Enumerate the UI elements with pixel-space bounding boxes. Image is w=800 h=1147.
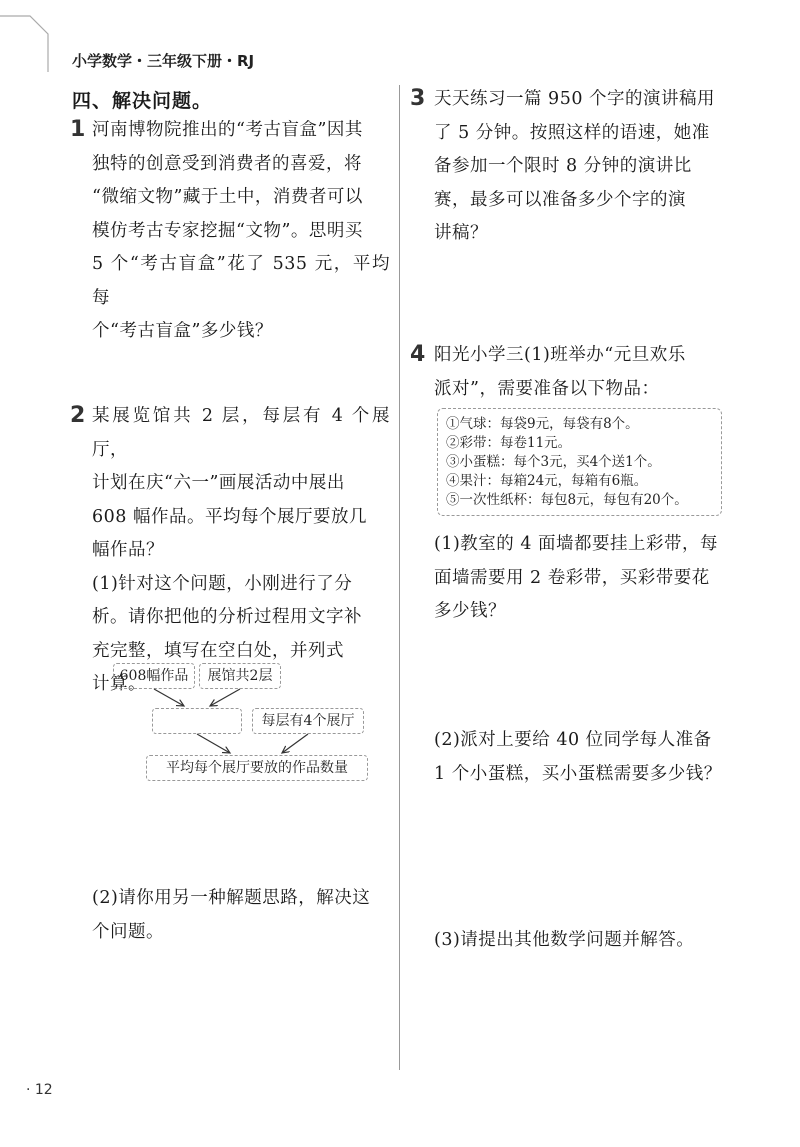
q3-line: 讲稿？ xyxy=(434,223,488,243)
q2-line: 某展览馆共 2 层，每层有 4 个展厅， xyxy=(92,406,390,460)
diagram-box-result: 平均每个展厅要放的作品数量 xyxy=(146,755,368,781)
q2-line: 608 幅作品。平均每个展厅要放几 xyxy=(92,506,367,527)
arrow-halls-to-result xyxy=(282,734,308,753)
question-4-part-1 xyxy=(434,528,730,629)
question-2-part-2 xyxy=(92,882,390,949)
q4-line: (1)教室的 4 面墙都要挂上彩带，每 xyxy=(434,534,719,554)
section-title: 四、解决问题。 xyxy=(72,90,213,112)
page-header: 小学数学・三年级下册・RJ xyxy=(72,52,255,70)
supplies-list-box xyxy=(437,408,722,516)
q1-line: 个“考古盲盒”多少钱？ xyxy=(92,321,273,341)
q3-line: 赛，最多可以准备多少个字的演 xyxy=(434,189,686,210)
question-number-2: 2 xyxy=(70,403,86,428)
q3-line: 天天练习一篇 950 个字的演讲稿用 xyxy=(434,89,716,109)
q4-line: 多少钱？ xyxy=(434,601,506,621)
diagram-box-halls: 每层有4个展厅 xyxy=(252,708,364,734)
supply-item: ⑤一次性纸杯：每包8元，每包有20个。 xyxy=(446,492,688,508)
q4-line: 阳光小学三(1)班举办“元旦欢乐 xyxy=(434,345,686,365)
q2-line: 充完整，填写在空白处，并列式 xyxy=(92,640,344,661)
question-3-text xyxy=(434,83,730,251)
q4-line: 1 个小蛋糕，买小蛋糕需要多少钱？ xyxy=(434,763,722,784)
diagram-box-works: 608幅作品 xyxy=(113,663,195,689)
question-number-3: 3 xyxy=(410,86,426,111)
q4-line: 派对”，需要准备以下物品： xyxy=(434,378,660,399)
q1-line: 模仿考古专家挖掘“文物”。思明买 xyxy=(92,220,363,241)
supply-item: ③小蛋糕：每个3元，买4个送1个。 xyxy=(446,454,661,470)
question-number-1: 1 xyxy=(70,117,86,142)
q1-line: 河南博物院推出的“考古盲盒”因其 xyxy=(92,120,363,140)
question-4-part-3 xyxy=(434,924,730,958)
supply-item: ②彩带：每卷11元。 xyxy=(446,435,572,451)
q2-line: 计划在庆“六一”画展活动中展出 xyxy=(92,473,345,493)
q4-line: (2)派对上要给 40 位同学每人准备 xyxy=(434,730,712,750)
arrow-blank-to-result xyxy=(197,734,230,753)
q2-line: (1)针对这个问题，小刚进行了分 xyxy=(92,573,353,594)
question-number-4: 4 xyxy=(410,342,426,367)
q4-line: (3)请提出其他数学问题并解答。 xyxy=(434,930,695,950)
q1-line: 5 个“考古盲盒”花了 535 元，平均每 xyxy=(92,254,390,308)
arrow-works-to-blank xyxy=(154,689,184,706)
page-number: · 12 xyxy=(26,1082,53,1098)
supply-item: ④果汁：每箱24元，每箱有6瓶。 xyxy=(446,473,648,489)
q2-line: (2)请你用另一种解题思路，解决这 xyxy=(92,888,371,908)
q2-line: 个问题。 xyxy=(92,921,164,942)
q3-line: 了 5 分钟。按照这样的语速，她准 xyxy=(434,122,710,143)
arrow-floors-to-blank xyxy=(210,689,240,706)
diagram-box-floors: 展馆共2层 xyxy=(199,663,281,689)
supply-item: ①气球：每袋9元，每袋有8个。 xyxy=(446,416,639,432)
q2-line: 计算。 xyxy=(92,674,146,694)
q2-line: 幅作品？ xyxy=(92,540,164,560)
q1-line: “微缩文物”藏于土中，消费者可以 xyxy=(92,187,363,207)
q2-line: 析。请你把他的分析过程用文字补 xyxy=(92,607,362,627)
question-4-part-2 xyxy=(434,724,730,791)
q4-line: 面墙需要用 2 卷彩带，买彩带要花 xyxy=(434,567,710,588)
q1-line: 独特的创意受到消费者的喜爱，将 xyxy=(92,153,362,174)
q3-line: 备参加一个限时 8 分钟的演讲比 xyxy=(434,156,692,176)
question-4-text xyxy=(434,339,730,406)
